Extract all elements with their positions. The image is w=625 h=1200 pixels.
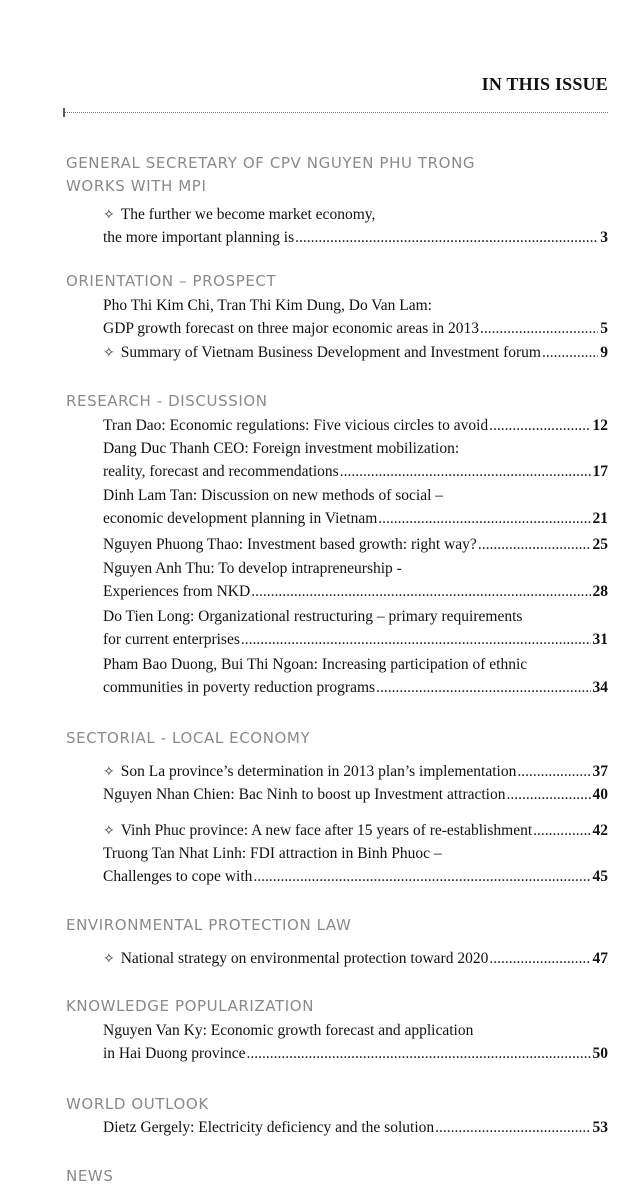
dot-leader <box>246 1042 590 1065</box>
toc-entry-text: ✧ The further we become market economy, <box>103 206 376 223</box>
toc-entry-line <box>103 760 608 783</box>
section-heading-line: KNOWLEDGE POPULARIZATION <box>66 997 315 1015</box>
toc-entry-text: Challenges to cope with <box>103 868 253 885</box>
toc-entry-text: Pho Thi Kim Chi, Tran Thi Kim Dung, Do Van Lam: <box>103 297 432 314</box>
dot-leader <box>253 865 590 888</box>
section-heading <box>66 727 310 750</box>
toc-entry[interactable] <box>103 605 608 651</box>
section-heading <box>66 1093 209 1116</box>
toc-entry-line <box>103 842 608 865</box>
toc-entry-line <box>103 484 608 507</box>
toc-entry[interactable] <box>103 653 608 699</box>
dot-leader <box>241 628 591 651</box>
toc-entry-text: GDP growth forecast on three major economic areas in 2013 <box>103 320 480 337</box>
page-number: 17 <box>592 463 608 480</box>
toc-entry-text: ✧ National strategy on environmental protection toward 2020 <box>103 950 489 967</box>
section-heading-line: ORIENTATION – PROSPECT <box>66 272 277 290</box>
toc-entry-line <box>103 865 608 888</box>
toc-entry-line <box>103 676 608 699</box>
toc-entry-text: reality, forecast and recommendations <box>103 463 339 480</box>
toc-entry-line <box>103 294 608 317</box>
toc-entry-text: Nguyen Van Ky: Economic growth forecast and application <box>103 1022 474 1039</box>
toc-entry-line <box>103 341 608 364</box>
page-number: 47 <box>592 950 608 967</box>
section-heading-line: WORLD OUTLOOK <box>66 1095 209 1113</box>
toc-entry-text: Dang Duc Thanh CEO: Foreign investment mobilization: <box>103 440 460 457</box>
toc-entry-text: Do Tien Long: Organizational restructuring – primary requirements <box>103 608 523 625</box>
toc-entry-line <box>103 1116 608 1139</box>
toc-entry-line <box>103 1019 608 1042</box>
dot-leader <box>378 507 590 530</box>
section-heading-line: WORKS WITH MPI <box>66 177 207 195</box>
toc-entry-text: Tran Dao: Economic regulations: Five vicious circles to avoid <box>103 417 489 434</box>
toc-entry-line <box>103 580 608 603</box>
toc-entry[interactable] <box>103 533 608 556</box>
toc-entry-line <box>103 783 608 806</box>
toc-entry-text: Dinh Lam Tan: Discussion on new methods of social – <box>103 487 444 504</box>
toc-entry[interactable] <box>103 484 608 530</box>
toc-entry[interactable] <box>103 842 608 888</box>
page-number: 25 <box>592 536 608 553</box>
toc-entry[interactable] <box>103 783 608 806</box>
toc-entry[interactable] <box>103 341 608 364</box>
dot-leader <box>533 819 590 842</box>
page-number: 40 <box>592 786 608 803</box>
toc-entry[interactable] <box>103 1116 608 1139</box>
toc-entry[interactable] <box>103 203 608 249</box>
toc-entry-line <box>103 317 608 340</box>
toc-entry-line <box>103 819 608 842</box>
toc-entry-text: in Hai Duong province <box>103 1045 246 1062</box>
page-number: 53 <box>592 1119 608 1136</box>
section-heading <box>66 914 351 937</box>
toc-entry[interactable] <box>103 947 608 970</box>
dot-leader <box>542 341 598 364</box>
page-number: 37 <box>592 763 608 780</box>
toc-entry-text: Experiences from NKD <box>103 583 251 600</box>
page-number: 3 <box>600 229 608 246</box>
section-heading-line: SECTORIAL - LOCAL ECONOMY <box>66 729 311 747</box>
page-title: IN THIS ISSUE <box>481 74 608 94</box>
toc-entry-text: for current enterprises <box>103 631 240 648</box>
dot-leader <box>251 580 590 603</box>
dot-leader <box>478 533 591 556</box>
toc-entry-line <box>103 507 608 530</box>
four-point-star-icon: ✧ <box>103 346 115 361</box>
dot-leader <box>480 317 598 340</box>
section-heading <box>66 152 475 198</box>
dot-leader <box>376 676 590 699</box>
toc-entry-text: Dietz Gergely: Electricity deficiency and the solution <box>103 1119 435 1136</box>
toc-entry-text: the more important planning is <box>103 229 295 246</box>
toc-entry-text: Nguyen Phuong Thao: Investment based growth: right way? <box>103 536 477 553</box>
toc-entry-text: communities in poverty reduction programs <box>103 679 376 696</box>
toc-entry-line <box>103 226 608 249</box>
page-number: 42 <box>592 822 608 839</box>
four-point-star-icon: ✧ <box>103 208 115 223</box>
four-point-star-icon: ✧ <box>103 952 115 967</box>
dot-leader <box>489 414 590 437</box>
toc-entry-line <box>103 437 608 460</box>
four-point-star-icon: ✧ <box>103 824 115 839</box>
toc-entry-text: Nguyen Nhan Chien: Bac Ninh to boost up Investment attraction <box>103 786 506 803</box>
toc-entry-text: Pham Bao Duong, Bui Thi Ngoan: Increasing participation of ethnic <box>103 656 528 673</box>
toc-entry-text: ✧ Vinh Phuc province: A new face after 15 years of re-establishment <box>103 822 533 839</box>
page-number: 21 <box>592 510 608 527</box>
page-number: 34 <box>592 679 608 696</box>
section-heading-line: ENVIRONMENTAL PROTECTION LAW <box>66 916 352 934</box>
toc-entry[interactable] <box>103 437 608 483</box>
dot-leader <box>489 947 590 970</box>
page-number: 5 <box>600 320 608 337</box>
toc-entry-text: economic development planning in Vietnam <box>103 510 378 527</box>
page-number: 12 <box>592 417 608 434</box>
section-heading-line: NEWS <box>66 1167 114 1185</box>
four-point-star-icon: ✧ <box>103 765 115 780</box>
toc-entry-line <box>103 460 608 483</box>
section-heading <box>66 995 314 1018</box>
toc-entry-line <box>103 557 608 580</box>
toc-entry-line <box>103 605 608 628</box>
toc-entry-line <box>103 628 608 651</box>
dot-leader <box>295 226 598 249</box>
section-heading <box>66 270 276 293</box>
dot-leader <box>517 760 590 783</box>
toc-entry[interactable] <box>103 1019 608 1065</box>
toc-entry-text: ✧ Summary of Vietnam Business Development and Investment forum <box>103 344 541 361</box>
dot-leader <box>340 460 591 483</box>
page-number: 45 <box>592 868 608 885</box>
page-number: 50 <box>592 1045 608 1062</box>
section-heading-line: GENERAL SECRETARY OF CPV NGUYEN PHU TRONG <box>66 154 476 172</box>
toc-entry[interactable] <box>103 414 608 437</box>
toc-entry-line <box>103 533 608 556</box>
toc-entry-text: ✧ Son La province’s determination in 2013 plan’s implementation <box>103 763 517 780</box>
toc-entry-line <box>103 414 608 437</box>
toc-entry[interactable] <box>103 557 608 603</box>
toc-entry[interactable] <box>103 819 608 842</box>
toc-entry-text: Truong Tan Nhat Linh: FDI attraction in Binh Phuoc – <box>103 845 442 862</box>
dotted-divider <box>65 112 608 113</box>
toc-entry-line <box>103 1042 608 1065</box>
section-heading-line: RESEARCH - DISCUSSION <box>66 392 268 410</box>
toc-entry-text: Nguyen Anh Thu: To develop intrapreneurship - <box>103 560 402 577</box>
toc-entry-line <box>103 203 608 226</box>
page-number: 28 <box>592 583 608 600</box>
dot-leader <box>435 1116 590 1139</box>
page-number: 9 <box>600 344 608 361</box>
page-number: 31 <box>592 631 608 648</box>
section-heading <box>66 1165 113 1188</box>
section-heading <box>66 390 268 413</box>
toc-entry-line <box>103 947 608 970</box>
toc-entry[interactable] <box>103 760 608 783</box>
toc-entry[interactable] <box>103 294 608 340</box>
dot-leader <box>507 783 591 806</box>
toc-entry-line <box>103 653 608 676</box>
